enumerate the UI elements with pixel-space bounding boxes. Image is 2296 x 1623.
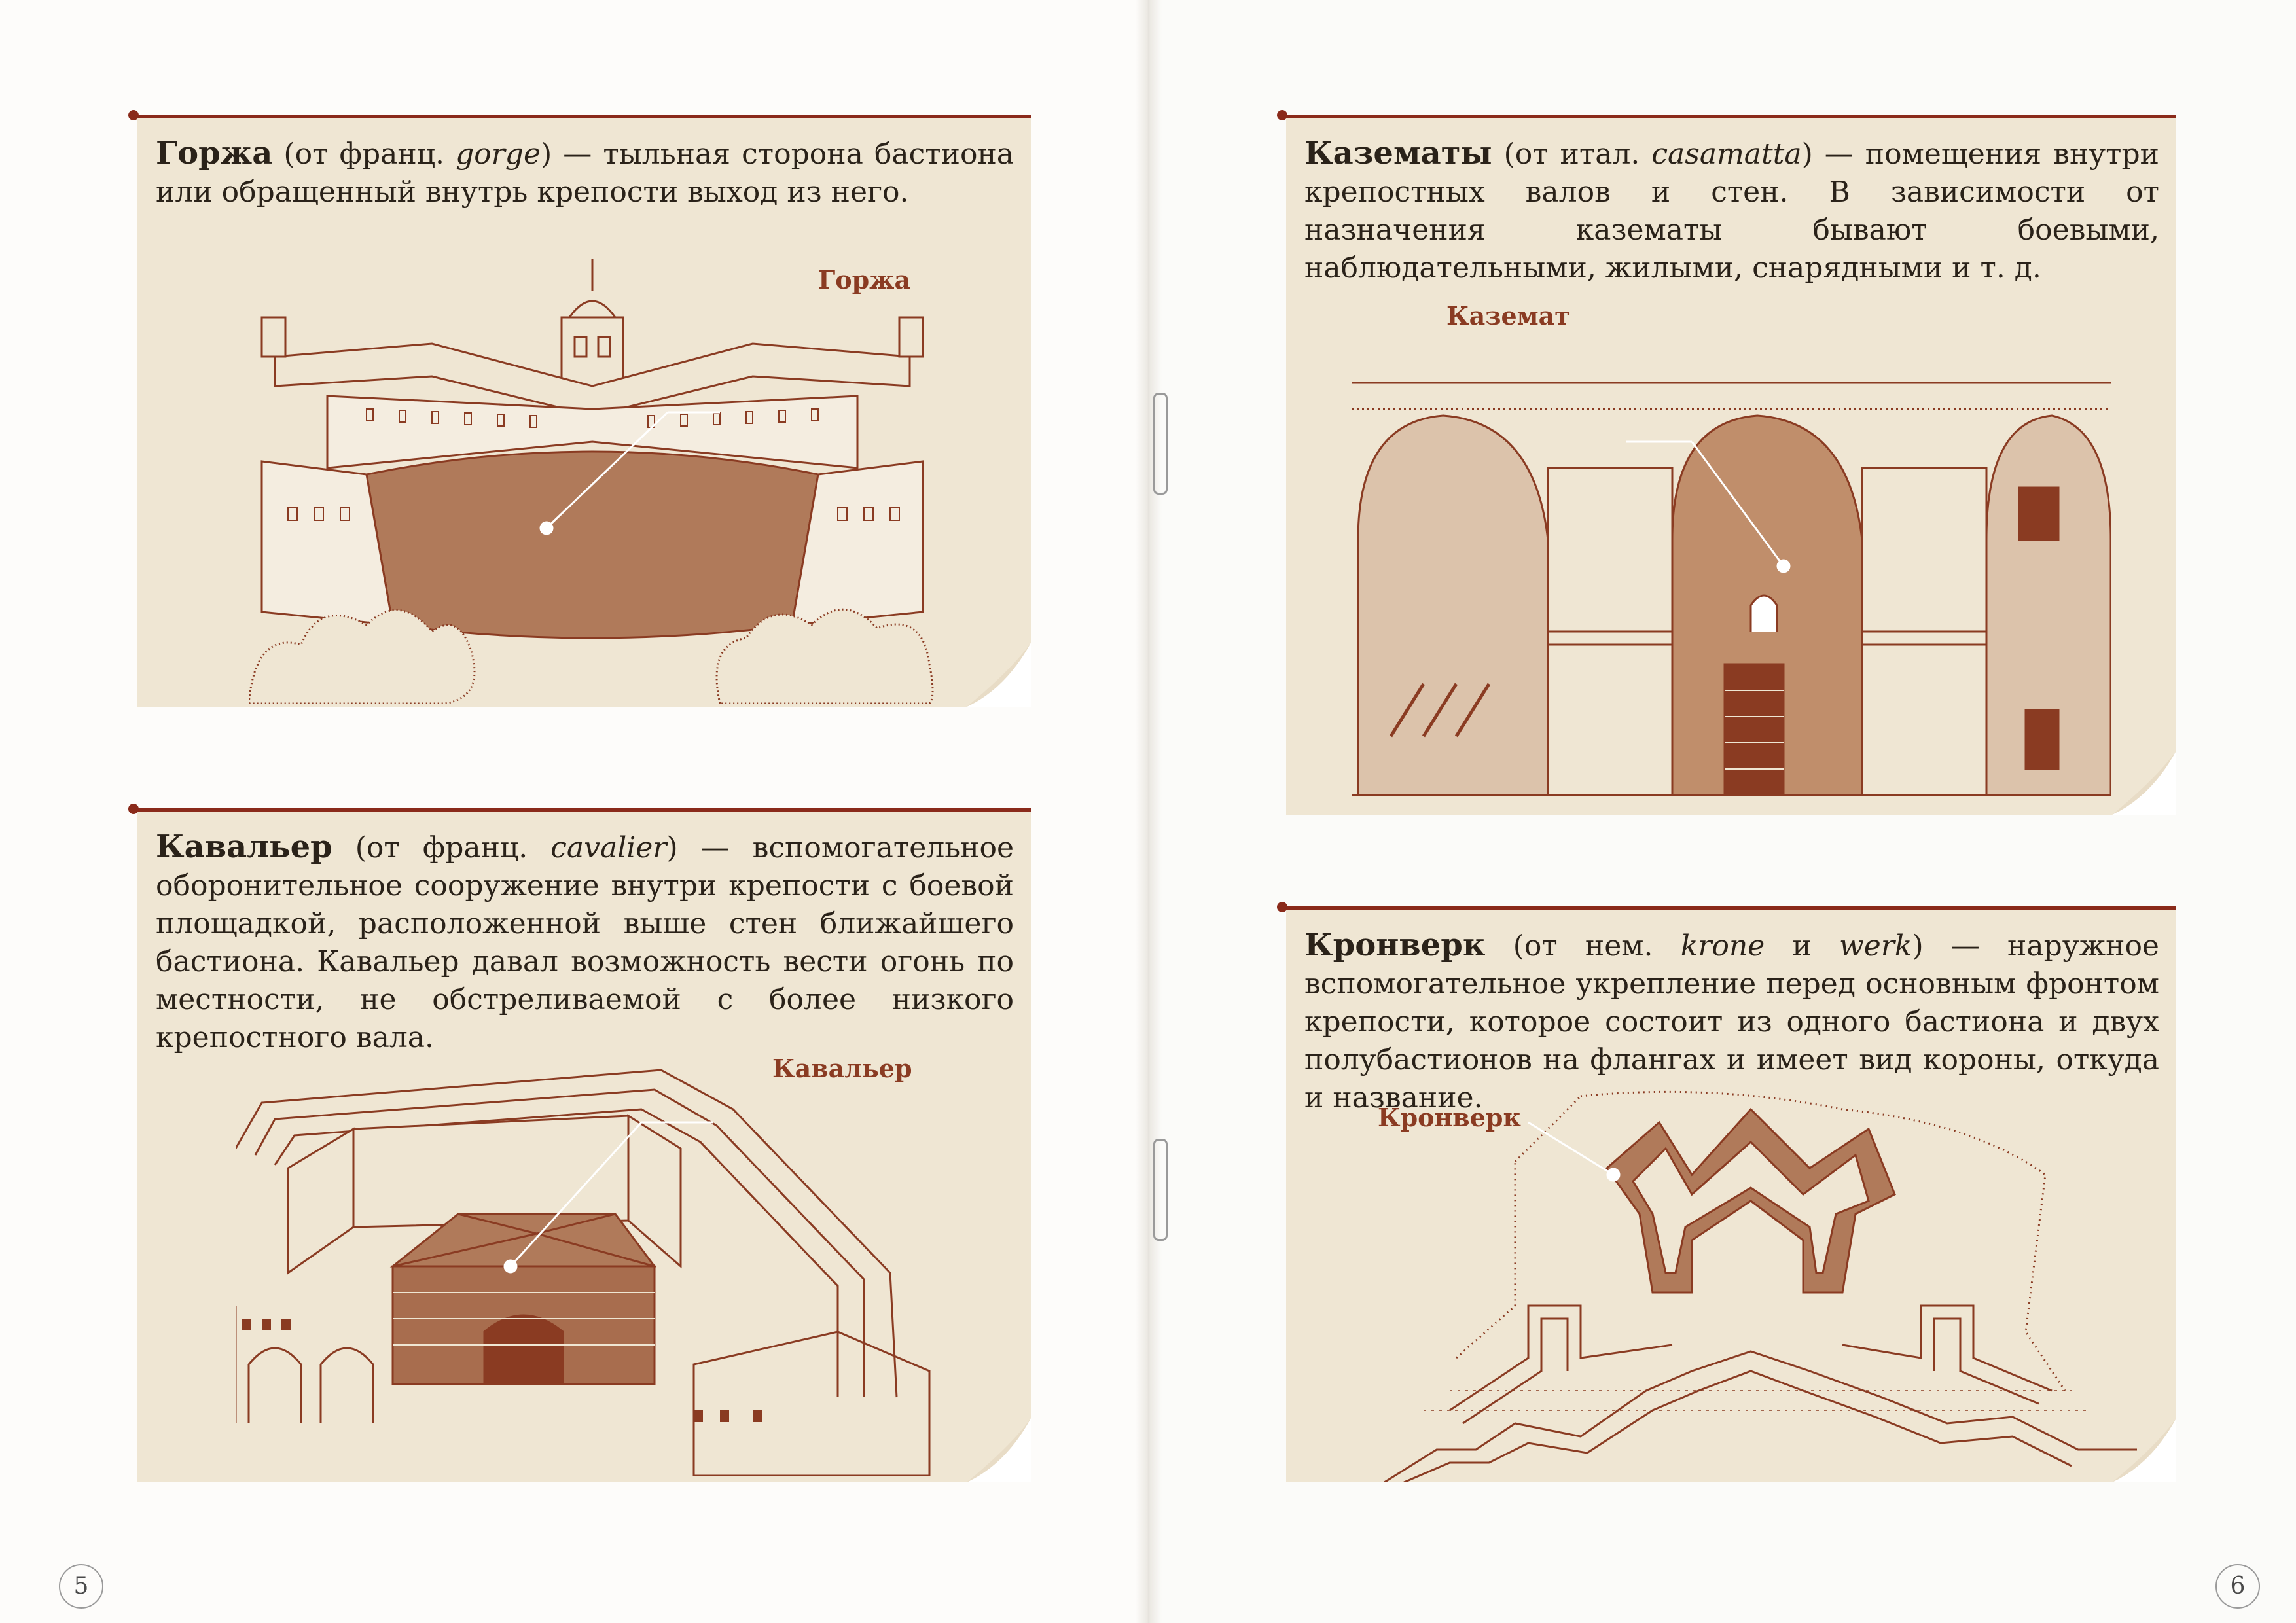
- card-gorzha-text: [156, 134, 1014, 211]
- card-kavaler-text: [156, 828, 1014, 1057]
- text-fragment: ) — вспомогательное оборонительное сооружение внутри крепости с боевой площадкой, расположенной выше стен ближайшего бастиона. Кавальер давал возможность вести огонь по местности, не обстреливаемой с более низкого крепостного вала.: [156, 831, 1014, 1054]
- term-origin-word: krone: [1680, 929, 1765, 963]
- term-origin-word: cavalier: [550, 831, 667, 865]
- term-title: Кавальер: [156, 829, 332, 865]
- illustration-kavaler: [236, 1057, 956, 1476]
- term-origin-word: werk: [1839, 929, 1912, 963]
- page-curl: [2112, 751, 2176, 815]
- label-kazemat: Каземат: [1446, 301, 1570, 330]
- book-gutter: [1136, 0, 1162, 1623]
- text-fragment: (от нем.: [1485, 929, 1681, 963]
- card-bullet: [128, 110, 139, 120]
- card-rule: [137, 808, 1031, 812]
- label-kronverk: Кронверк: [1378, 1103, 1521, 1132]
- card-rule: [137, 115, 1031, 118]
- text-fragment: (от итал.: [1492, 137, 1652, 171]
- card-kavaler: [137, 808, 1031, 1482]
- illustration-kronverk: [1384, 1083, 2137, 1482]
- text-fragment: ) — тыльная сторона бастиона или обращенный внутрь крепости выход из него.: [156, 137, 1014, 209]
- text-fragment: (от франц.: [272, 137, 456, 171]
- label-gorzha: Горжа: [818, 265, 911, 294]
- term-title: Казематы: [1304, 135, 1492, 171]
- card-rule: [1286, 115, 2176, 118]
- text-fragment: ) — наружное вспомогательное укрепление перед основным фронтом крепости, которое состоит из одного бастиона и двух полубастионов на флангах и имеет вид короны, откуда и название.: [1304, 929, 2159, 1115]
- text-fragment: ) — помещения внутри крепостных валов и стен. В зависимости от назначения казематы бывают боевыми, наблюдательными, жилыми, снарядными и т. д.: [1304, 137, 2159, 285]
- label-kavaler: Кавальер: [772, 1054, 912, 1083]
- card-rule: [1286, 906, 2176, 910]
- illustration-kazematy: [1352, 370, 2111, 815]
- card-gorzha: [137, 115, 1031, 707]
- staple-top: [1153, 393, 1168, 495]
- page-curl: [967, 1418, 1031, 1482]
- term-title: Горжа: [156, 135, 273, 171]
- term-title: Кронверк: [1304, 927, 1486, 963]
- card-bullet: [128, 804, 139, 814]
- staple-bottom: [1153, 1139, 1168, 1241]
- term-origin-word: casamatta: [1651, 137, 1802, 171]
- page-number-left: 5: [59, 1564, 103, 1609]
- page-curl: [2112, 1418, 2176, 1482]
- text-fragment: и: [1765, 929, 1840, 963]
- term-origin-word: gorge: [456, 137, 541, 171]
- card-kazematy-text: [1304, 134, 2159, 287]
- card-bullet: [1277, 110, 1287, 120]
- card-kazematy: [1286, 115, 2176, 815]
- card-bullet: [1277, 902, 1287, 912]
- text-fragment: (от франц.: [332, 831, 551, 865]
- page-number-right: 6: [2215, 1564, 2260, 1609]
- page-curl: [967, 643, 1031, 707]
- card-kronverk: [1286, 906, 2176, 1482]
- illustration-gorzha: [249, 245, 936, 704]
